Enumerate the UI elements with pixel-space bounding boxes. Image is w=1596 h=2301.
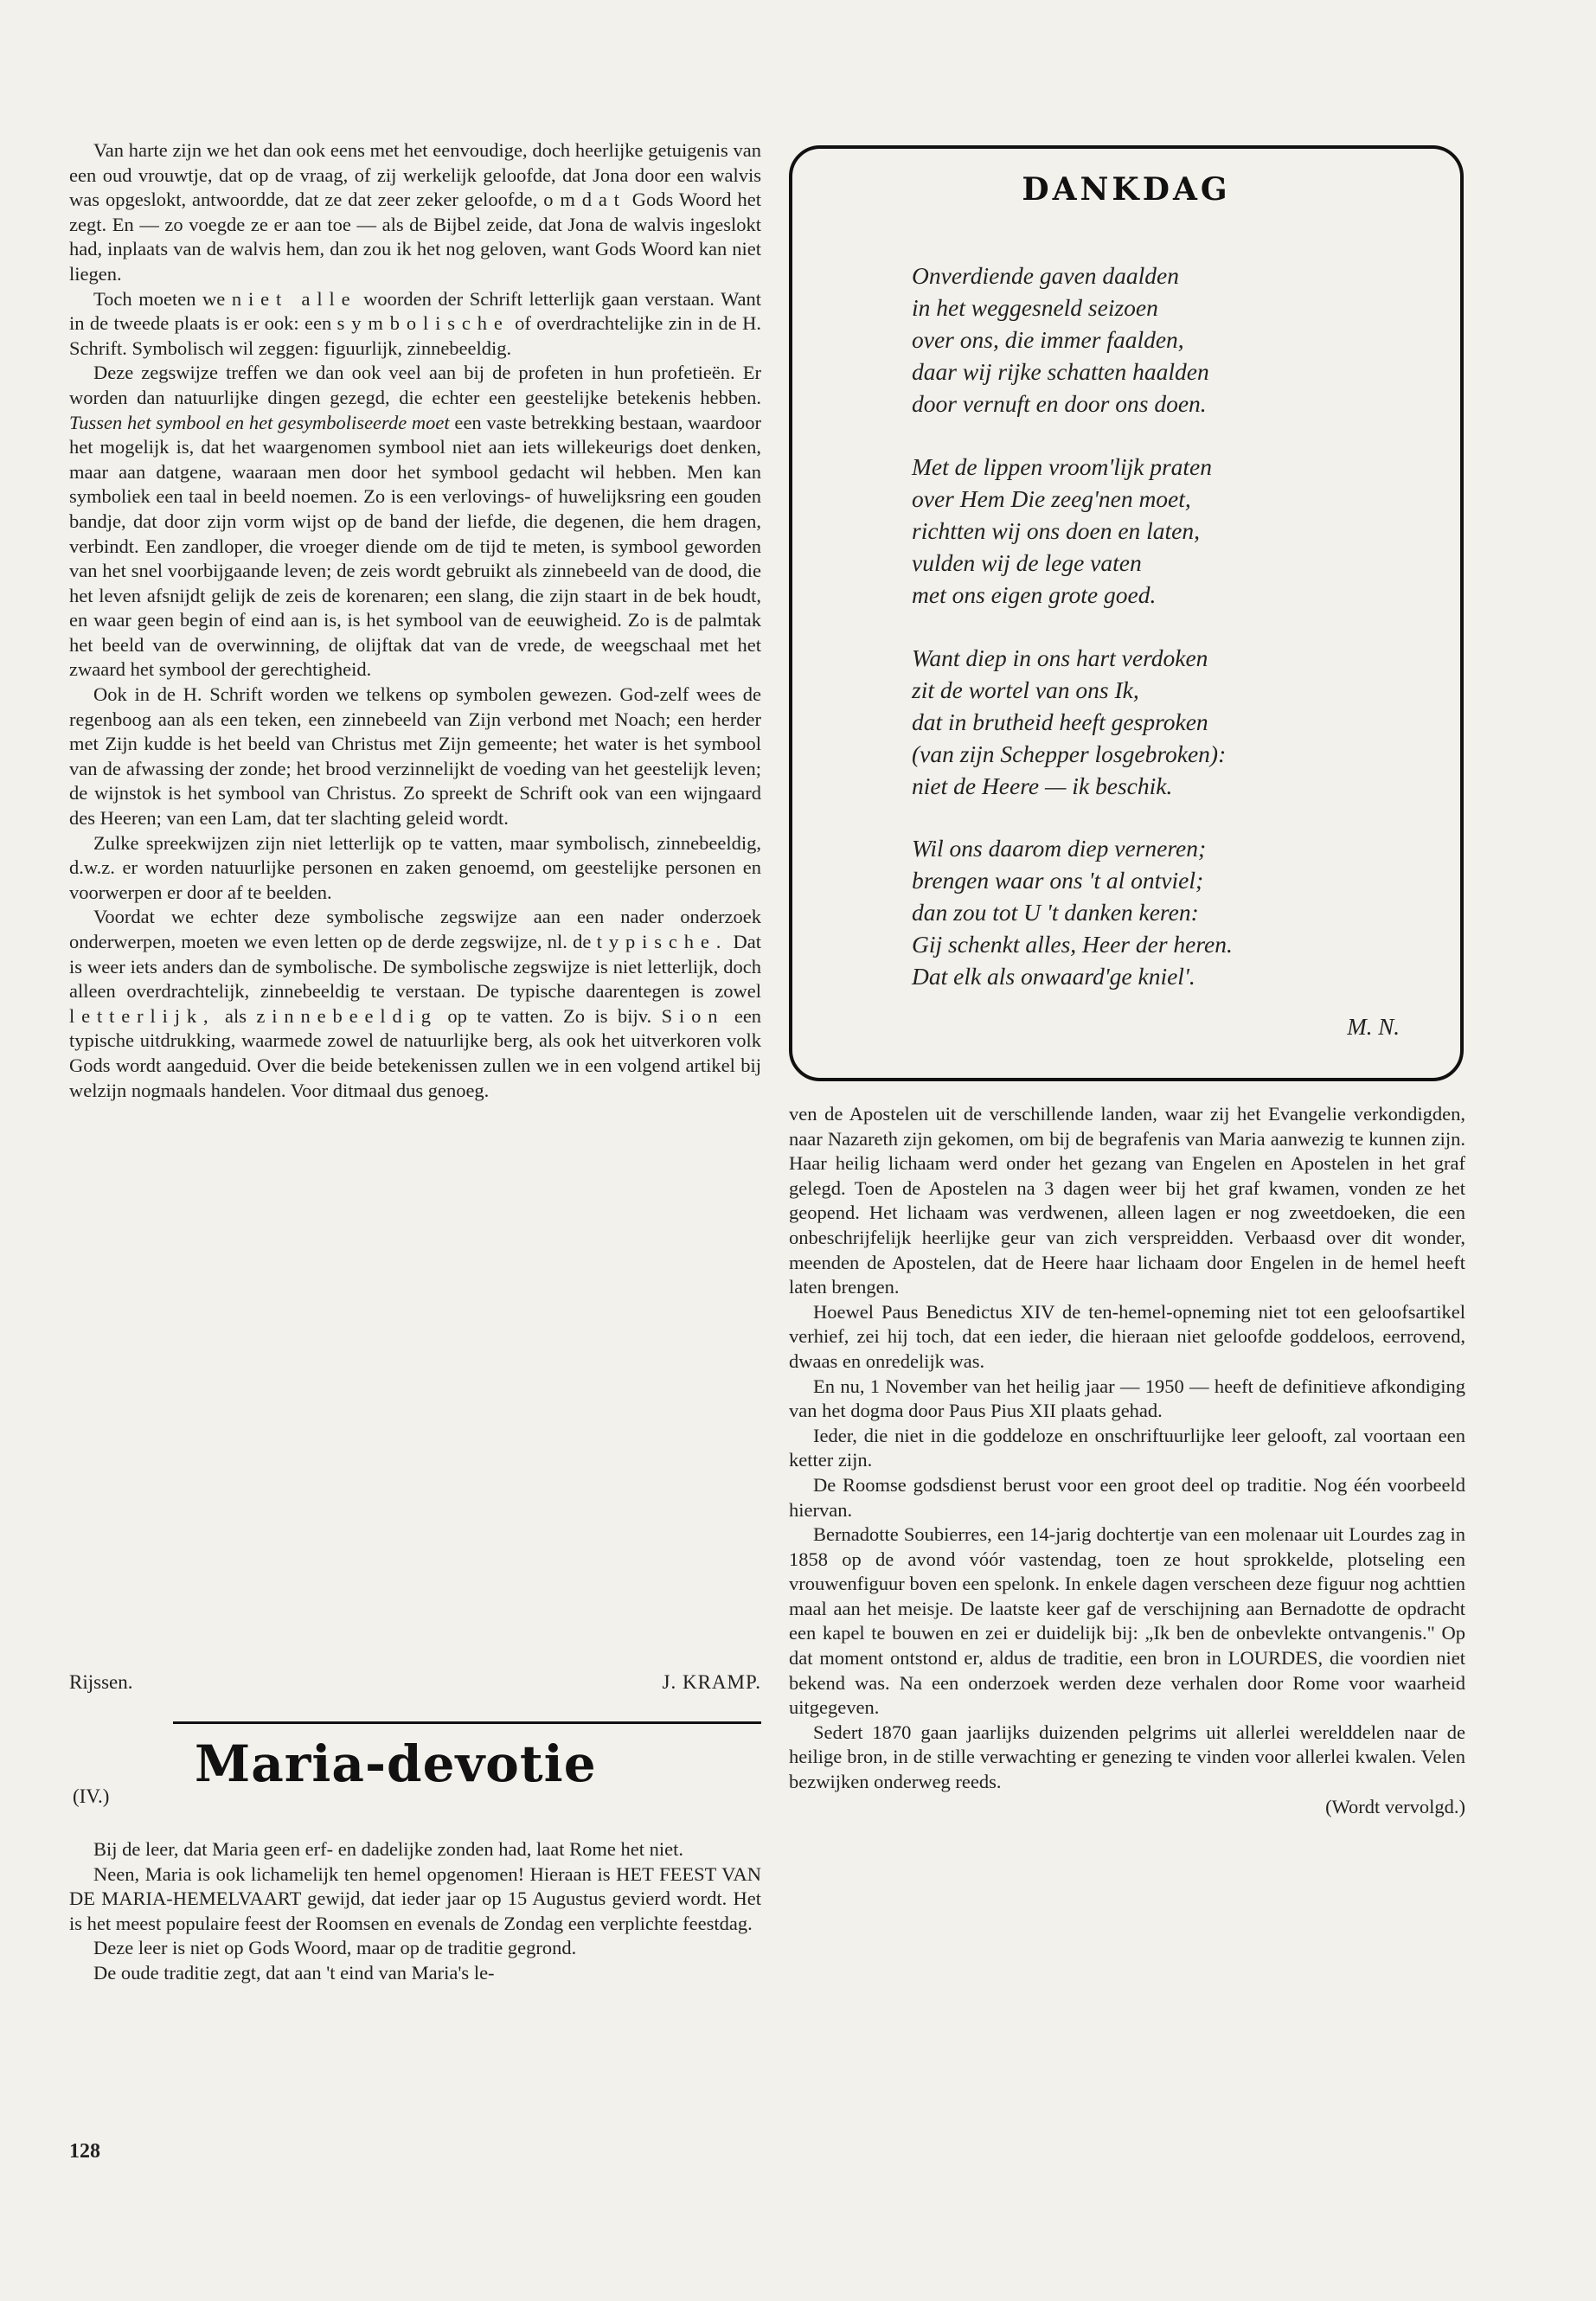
poem-signature: M. N. xyxy=(1347,1014,1400,1040)
continued-note: (Wordt vervolgd.) xyxy=(1325,1795,1465,1817)
article-part-number: (IV.) xyxy=(73,1785,110,1807)
paragraph: Van harte zijn we het dan ook eens met het eenvoudige, doch heerlijke getuigenis van een oud vrouwtje, dat op de vraag, of zij werkelijk geloofde, dat Jona door een walvis was opgeslokt, antwoordde, dat ze dat zeer zeker geloofde, omdat Gods Woord het zegt. En — zo voegde ze er aan toe — als de Bijbel zeide, dat Jona de walvis ingeslokt had, inplaats van de walvis hem, dan zou ik het nog geloven, want Gods Woord kan niet liegen. xyxy=(69,139,762,285)
poem-line: Met de lippen vroom'lijk praten xyxy=(912,453,1212,480)
paragraph: Hoewel Paus Benedictus XIV de ten-hemel-opneming niet tot een geloofsartikel verhief, zei hij toch, dat een ieder, die hieraan niet geloofde goddeloos, eerrovend, dwaas en onredelijk was. xyxy=(789,1300,1465,1372)
section-divider xyxy=(173,1721,761,1724)
poem-stanza xyxy=(912,451,1431,611)
poem-line: met ons eigen grote goed. xyxy=(912,581,1157,608)
paragraph: Bernadotte Soubierres, een 14-jarig dochtertje van een molenaar uit Lourdes zag in 1858 op de avond vóór vastendag, toen ze hout sprokkelde, plotseling een vrouwenfiguur boven een spelonk. In enkele dagen verscheen deze figuur nog achttien maal aan het meisje. De laatste keer gaf de verschijning aan Bernadotte de opdracht een kapel te bouwen en zei er duidelijk bij: „Ik ben de onbevlekte ontvangenis." Op dat moment ontstond er, aldus de traditie, een bron in LOURDES, die voordien niet bekend was. Na een onderzoek werden deze verhalen door Rome voor waarheid uitgegeven. xyxy=(789,1523,1465,1719)
poem-line: richtten wij ons doen en laten, xyxy=(912,517,1201,544)
paragraph: Bij de leer, dat Maria geen erf- en dadelijke zonden had, laat Rome het niet. xyxy=(93,1838,683,1860)
right-article-body xyxy=(789,1102,1465,1819)
paragraph: De oude traditie zegt, dat aan 't eind van Maria's le- xyxy=(93,1961,495,1984)
poem-line: Want diep in ons hart verdoken xyxy=(912,644,1208,671)
paragraph: Toch moeten we niet alle woorden der Schrift letterlijk gaan verstaan. Want in de tweede plaats is er ook: een symbolische of overdrachtelijke zin in de H. Schrift. Symbolisch wil zeggen: figuurlijk, zinnebeeldig. xyxy=(69,287,762,359)
poem-line: door vernuft en door ons doen. xyxy=(912,390,1207,417)
signature-place: Rijssen. xyxy=(69,1671,133,1693)
signature-author: J. KRAMP. xyxy=(662,1671,761,1693)
poem-line: daar wij rijke schatten haalden xyxy=(912,358,1209,385)
article-signature xyxy=(69,1671,761,1699)
paragraph: Zulke spreekwijzen zijn niet letterlijk op te vatten, maar symbolisch, zinnebeeldig, d.w.z. er worden natuurlijke personen en zaken genoemd, om geestelijke personen en voorwerpen er door af te beelden. xyxy=(69,831,761,903)
poem-stanza xyxy=(912,832,1431,992)
poem-line: (van zijn Schepper losgebroken): xyxy=(912,740,1227,767)
poem-line: dat in brutheid heeft gesproken xyxy=(912,708,1208,735)
poem-line: over Hem Die zeeg'nen moet, xyxy=(912,485,1191,512)
poem-stanza xyxy=(912,260,1431,420)
poem-line: zit de wortel van ons Ik, xyxy=(912,676,1139,703)
paragraph: En nu, 1 November van het heilig jaar — 1950 — heeft de definitieve afkondiging van het dogma door Paus Pius XII plaats gehad. xyxy=(789,1375,1465,1422)
poem-line: over ons, die immer faalden, xyxy=(912,326,1184,353)
paragraph: ven de Apostelen uit de verschillende landen, waar zij het Evangelie verkondigden, naar Nazareth zijn gekomen, om bij de begrafenis van Maria aanwezig te kunnen zijn. Haar heilig lichaam werd onder het gezang van Engelen en Apostelen in het graf gelegd. Toen de Apostelen na 3 dagen weer bij het graf kwamen, vonden ze het geopend. Het lichaam was verdwenen, alleen lagen er nog zweetdoeken, die een onbeschrijfelijk heerlijke geur van zich verspreidden. Verbaasd over dit wonder, meenden de Apostelen, dat de Heere haar lichaam door Engelen in de hemel heeft laten brengen. xyxy=(789,1103,1465,1298)
poem-line: vulden wij de lege vaten xyxy=(912,549,1142,576)
paragraph: Sedert 1870 gaan jaarlijks duizenden pelgrims uit allerlei werelddelen naar de heilige bron, in de stille verwachting er genezing te vinden voor allerlei kwalen. Velen bezwijken onderweg reeds. xyxy=(789,1721,1465,1793)
paragraph: Deze zegswijze treffen we dan ook veel aan bij de profeten in hun profetieën. Er worden dan natuurlijke dingen gezegd, die echter een geestelijke betekenis hebben. Tussen het symbool en het gesymboliseerde moet een vaste betrekking bestaan, waardoor het mogelijk is, dat het waargenomen symbool niet aan iets willekeurigs doet denken, maar aan datgene, waaraan men door het symbool gedacht wil hebben. Men kan symboliek een taal in beeld noemen. Zo is een verlovings- of huwelijksring een gouden bandje, dat door zijn vorm wijst op de band der liefde, die degenen, die hem dragen, verbindt. Een zandloper, die vroeger diende om de tijd te meten, is symbool geworden van het snel voorbijgaande leven; de zeis wordt gebruikt als zinnebeeld van de dood, die het leven afsnijdt gelijk de zeis de korenaren; een slang, die zijn staart in de bek houdt, en waar geen begin of eind aan is, is het symbool van de eeuwigheid. Zo is de palmtak het beeld van de overwinning, de olijftak dat van de vrede, de weegschaal met het zwaard het symbool der gerechtigheid. xyxy=(69,362,761,681)
poem-line: Gij schenkt alles, Heer der heren. xyxy=(912,931,1233,958)
maria-devotie-heading: Maria-devotie xyxy=(195,1734,597,1793)
poem-line: Dat elk als onwaard'ge kniel'. xyxy=(912,963,1195,990)
paragraph: Ook in de H. Schrift worden we telkens op symbolen gewezen. God-zelf wees de regenboog aan als een teken, een zinnebeeld van Zijn verbond met Noach; een herder met Zijn kudde is het beeld van Christus met Zijn gemeente; het water is het symbool van de afwassing der zonde; het brood verzinnelijkt de voeding van het geestelijk leven; de wijnstok is het symbool van Christus. Zo spreekt de Schrift ook van een wijngaard des Heeren; van een Lam, dat ter slachting geleid wordt. xyxy=(69,683,761,830)
paragraph: Ieder, die niet in die goddeloze en onschriftuurlijke leer gelooft, zal voortaan een ketter zijn. xyxy=(789,1424,1465,1471)
paragraph: De Roomse godsdienst berust voor een groot deel op traditie. Nog één voorbeeld hiervan. xyxy=(789,1473,1465,1521)
poem-line: niet de Heere — ik beschik. xyxy=(912,772,1173,799)
paragraph: Neen, Maria is ook lichamelijk ten hemel opgenomen! Hieraan is HET FEEST VAN DE MARIA-HEMELVAART gewijd, dat ieder jaar op 15 Augustus gevierd wordt. Het is het meest populaire feest der Roomsen en evenals de Zondag een verplichte feestdag. xyxy=(69,1862,761,1934)
maria-article-body xyxy=(69,1837,761,1986)
left-article-body xyxy=(69,138,761,1103)
paragraph: Deze leer is niet op Gods Woord, maar op de traditie gegrond. xyxy=(93,1937,577,1959)
poem-title: DANKDAG xyxy=(1022,171,1231,208)
poem-line: Onverdiende gaven daalden xyxy=(912,262,1180,289)
page-number: 128 xyxy=(69,2140,100,2163)
poem-line: brengen waar ons 't al ontviel; xyxy=(912,867,1204,894)
poem-line: dan zou tot U 't danken keren: xyxy=(912,899,1199,926)
paragraph: Voordat we echter deze symbolische zegswijze aan een nader onderzoek onderwerpen, moeten we even letten op de derde zegswijze, nl. de typische. Dat is weer iets anders dan de symbolische. De symbolische zegswijze is niet letterlijk, doch alleen overdrachtelijk, zinnebeeldig te verstaan. De typische daarentegen is zowel letterlijk, als zinnebeeldig op te vatten. Zo is bijv. Sion een typische uitdrukking, waarmede zowel de natuurlijke berg, als ook het uitverkoren volk Gods wordt aangeduid. Over die beide betekenissen zullen we in een volgend artikel bij welzijn nogmaals handelen. Voor ditmaal dus genoeg. xyxy=(69,906,762,1101)
poem-stanza xyxy=(912,642,1431,802)
poem-box xyxy=(789,145,1464,1081)
poem-line: Wil ons daarom diep verneren; xyxy=(912,835,1207,862)
poem-line: in het weggesneld seizoen xyxy=(912,294,1158,321)
